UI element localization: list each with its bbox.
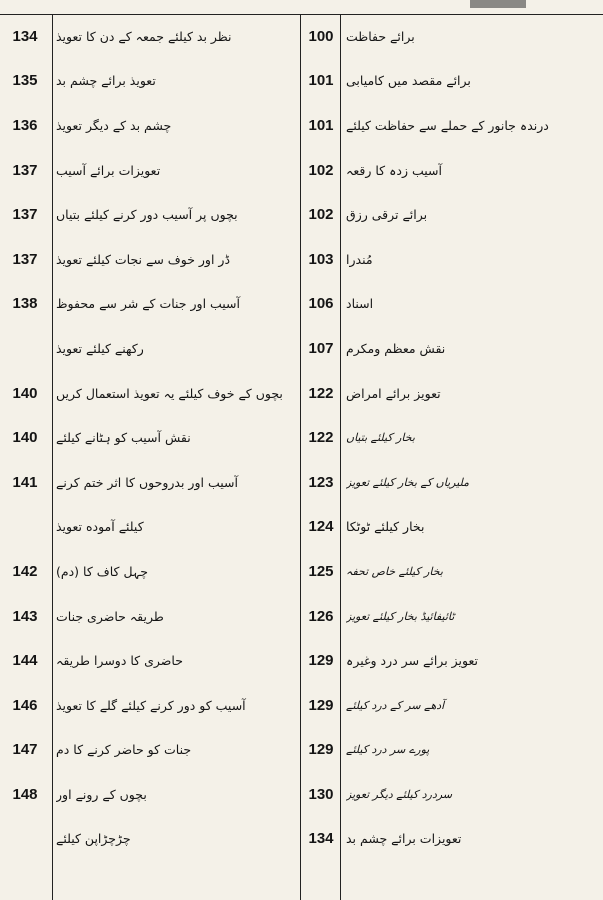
toc-row: [300, 282, 603, 327]
toc-row: [0, 594, 300, 639]
toc-row: [300, 192, 603, 237]
toc-row: [300, 817, 603, 862]
toc-heading: تعویز برائے سر درد وغیرہ: [346, 653, 478, 669]
toc-page-number: 102: [308, 206, 334, 224]
toc-page-number: 141: [12, 473, 38, 491]
toc-entry: آسیب زدہ کا رقعہ: [346, 162, 442, 178]
toc-entry: پورے سر درد کیلئے: [346, 743, 430, 757]
toc-row: [0, 371, 300, 416]
toc-page-number: 146: [12, 696, 38, 714]
toc-row: [0, 505, 300, 550]
toc-page-number: 125: [308, 562, 334, 580]
toc-entry: رکھنے کیلئے تعویذ: [56, 340, 144, 356]
toc-page-number: 144: [12, 652, 38, 670]
toc-page-number: 137: [12, 206, 38, 224]
toc-entry: آسیب کو دور کرنے کیلئے گلے کا تعویذ: [56, 697, 246, 713]
toc-heading: بخار کیلئے ٹوٹکا: [346, 519, 425, 535]
toc-heading: طریقہ حاضری جنات: [56, 608, 164, 624]
toc-row: [300, 326, 603, 371]
toc-row: [300, 683, 603, 728]
toc-entry: نقش آسیب کو ہٹانے کیلئے: [56, 430, 191, 446]
toc-entry: برائے مقصد میں کامیابی: [346, 73, 471, 89]
toc-row: [0, 148, 300, 193]
toc-row: [0, 415, 300, 460]
toc-page-number: 140: [12, 429, 38, 447]
toc-entry: سردرد کیلئے دیگر تعویز: [346, 787, 453, 801]
toc-page-number: 134: [12, 27, 38, 45]
toc-heading: بچوں کے رونے اور: [56, 786, 147, 802]
toc-page-number: 129: [308, 696, 334, 714]
toc-heading: مُندرا: [346, 251, 373, 267]
toc-row: [300, 772, 603, 817]
toc-row: [0, 638, 300, 683]
toc-entry: بچوں پر آسیب دور کرنے کیلئے بتیاں: [56, 207, 238, 223]
toc-entry: نظر بد کیلئے جمعہ کے دن کا تعویذ: [56, 28, 232, 44]
toc-page-number: 129: [308, 741, 334, 759]
toc-page-number: 136: [12, 116, 38, 134]
toc-row: [300, 728, 603, 773]
toc-page-number: 135: [12, 72, 38, 90]
toc-page-number: 134: [308, 830, 334, 848]
toc-entry: بچوں کے خوف کیلئے یہ تعویذ استعمال کریں: [56, 385, 283, 401]
toc-row: [0, 192, 300, 237]
toc-entry: ٹائیفائیڈ بخار کیلئے تعویز: [346, 609, 455, 623]
toc-heading: تعویزات برائے چشم بد: [346, 831, 462, 847]
toc-page-number: 107: [308, 339, 334, 357]
toc-row: [0, 549, 300, 594]
toc-row: [300, 371, 603, 416]
toc-page-number: 106: [308, 295, 334, 313]
toc-entry: آسیب اور بدروحوں کا اثر ختم کرنے: [56, 474, 238, 490]
toc-page-number: 126: [308, 607, 334, 625]
toc-row: [0, 683, 300, 728]
toc-row: [300, 415, 603, 460]
toc-page-number: 124: [308, 518, 334, 536]
toc-entry: آسیب اور جنات کے شر سے محفوظ: [56, 296, 241, 312]
toc-row: [300, 460, 603, 505]
toc-row: [300, 237, 603, 282]
toc-entry: آدھے سر کے درد کیلئے: [346, 698, 445, 712]
toc-row: [0, 59, 300, 104]
toc-entry: ملیریاں کے بخار کیلئے تعویز: [346, 475, 470, 489]
toc-entry: بخار کیلئے بتیاں: [346, 431, 415, 445]
toc-page-number: 138: [12, 295, 38, 313]
toc-page-number: 122: [308, 429, 334, 447]
toc-heading: تعویزات برائے آسیب: [56, 162, 161, 178]
toc-page-number: 147: [12, 741, 38, 759]
toc-page-number: 143: [12, 607, 38, 625]
toc-page-number: 101: [308, 116, 334, 134]
toc-entry: چشم بد کے دیگر تعویذ: [56, 117, 172, 133]
toc-entry: ڈر اور خوف سے نجات کیلئے تعویذ: [56, 251, 231, 267]
toc-entry: برائے ترقی رزق: [346, 207, 428, 223]
toc-page-number: 102: [308, 161, 334, 179]
toc-entry: درندہ جانور کے حملے سے حفاظت کیلئے: [346, 117, 549, 133]
toc-row: [300, 148, 603, 193]
toc-row: [300, 103, 603, 148]
toc-heading: چڑچڑاپن کیلئے: [56, 831, 131, 847]
toc-page-number: 137: [12, 250, 38, 268]
toc-row: [0, 103, 300, 148]
toc-heading: نقش معظم ومکرم: [346, 340, 446, 356]
toc-entry: چہل کاف کا (دم): [56, 563, 148, 579]
toc-row: [300, 638, 603, 683]
toc-entry: برائے حفاظت: [346, 28, 415, 44]
toc-entry: حاضری کا دوسرا طریقہ: [56, 653, 183, 669]
toc-page-number: [0, 505, 50, 550]
toc-entry: بخار کیلئے خاص تحفہ: [346, 564, 443, 578]
toc-page-number: 100: [308, 27, 334, 45]
toc-row: [0, 326, 300, 371]
toc-page-number: 129: [308, 652, 334, 670]
toc-row: [300, 505, 603, 550]
toc-page-number: 142: [12, 562, 38, 580]
right-column: [300, 14, 603, 861]
toc-page-number: 130: [308, 785, 334, 803]
toc-row: [0, 14, 300, 59]
toc-entry: تعویذ برائے چشم بد: [56, 73, 156, 89]
toc-page-number: 101: [308, 72, 334, 90]
toc-heading: تعویز برائے امراض: [346, 385, 441, 401]
toc-entry: کیلئے آموده تعویذ: [56, 519, 144, 535]
toc-page-number: [0, 817, 50, 862]
toc-row: [300, 59, 603, 104]
toc-row: [0, 282, 300, 327]
top-tab: [470, 0, 526, 8]
toc-row: [0, 772, 300, 817]
toc-row: [0, 728, 300, 773]
toc-page-number: [0, 326, 50, 371]
toc-row: [0, 460, 300, 505]
toc-row: [0, 237, 300, 282]
toc-page-number: 137: [12, 161, 38, 179]
toc-heading: اسناد: [346, 296, 374, 312]
toc-page-number: 123: [308, 473, 334, 491]
toc-page-number: 122: [308, 384, 334, 402]
toc-row: [300, 14, 603, 59]
left-column: [0, 14, 300, 861]
toc-row: [300, 549, 603, 594]
toc-entry: جنات کو حاضر کرنے کا دم: [56, 742, 192, 758]
toc-row: [300, 594, 603, 639]
toc-row: [0, 817, 300, 862]
toc-page-number: 103: [308, 250, 334, 268]
toc-page-number: 140: [12, 384, 38, 402]
toc-page-number: 148: [12, 785, 38, 803]
